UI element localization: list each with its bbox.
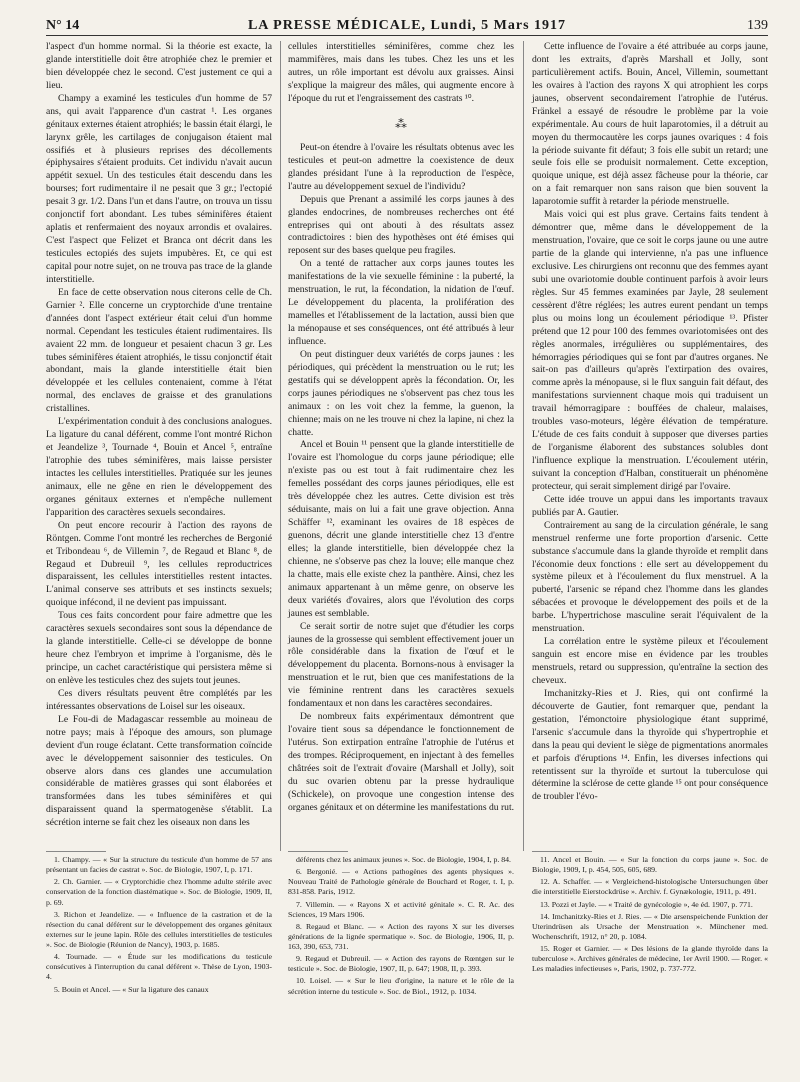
paragraph: Mais voici qui est plus grave. Certains faits tendent à démontrer que, même dans le développement de la menstruation, l'ovaire, que ce soit le corps jaune ou une autre partie de la glande qui intervienne, n'a pas une influence exclusive. Les chirurgiens ont reconnu que des femmes ayant subi une ovariotomie double continuent parfois à avoir leurs règles. Sur 45 femmes examinées par Jayle, 28 seulement cessèrent d'être réglées; les autres eurent pendant un temps plus ou moins long un écoulement périodique ¹³. Pfister prétend que 12 pour 100 des femmes ovariotomisées ont des règles anormales, irrégulières ou supplémentaires, des hémorragies périodiques qui se font par d'autres organes. Ne sait-on pas d'ailleurs qu'après l'extirpation des ovaires, comme après la ménopause, si le flux sanguin fait défaut, des manifestations surviennent chaque mois qui traduisent un travail hémorragipare : bouffées de chaleur, malaises, troubles vaso-moteurs, légère élévation de température. L'étude de ces faits conduit à supposer que diverses parties de l'organisme élaborent des substances solubles dont l'influence explique la menstruation. L'écoulement utérin, suivant la conception d'Halban, constituerait un phénomène protecteur, qui serait simplement dirigé par l'ovaire.	[532, 209, 768, 492]
footnote: 1. Champy. — « Sur la structure du testicule d'un homme de 57 ans présentant un facies de castrat ». Soc. de Biologie, 1907, I, p. 171.	[46, 855, 272, 875]
footnote-rule	[532, 851, 592, 852]
paragraph: Cette influence de l'ovaire a été attribuée au corps jaune, dont les extraits, d'après Marshall et Jolly, sont particulièrement actifs. Bouin, Ancel, Villemin, soumettant les ovaires à l'action des rayons X qui atrophient les corps jaunes, observent secondairement l'atrophie de l'utérus. Fränkel a essayé de résoudre le problème par la voie expérimentale. Au cours de huit laparotomies, il a détruit au moyen du thermocautère les corps jaunes ovariques : 4 fois la période suivante fit défaut; 3 fois elle subit un retard; une seule fois elle se produisit normalement. Cette exception, quoique unique, est déjà assez fâcheuse pour la théorie, car on a fait remarquer non sans raison que bien souvent la laparotomie suffit à retarder la période menstruelle.	[532, 41, 768, 208]
footnote-rule	[288, 851, 348, 852]
footnote: 3. Richon et Jeandelize. — « Influence de la castration et de la résection du canal déférent sur le développement des organes génitaux externes sur le jeune lapin. Rôle des cellules interstitielles de testicules ». Soc. de Biologie (Réunion de Nancy), 1903, p. 1685.	[46, 909, 272, 949]
header-rule	[46, 35, 768, 36]
paragraph: Champy a examiné les testicules d'un homme de 57 ans, qui avait l'apparence d'un castrat ¹. Les organes génitaux externes étaient atrophiés; le bassin était élargi, le larynx grêle, les cartilages de conjugaison étaient mal ossifiés et à plusieurs reprises des décollements épiphysaires s'étaient produits. Cet individu n'avait aucun appétit sexuel. Un des testicules était descendu dans les bourses; fort rudimentaire il ne pesait que 3 gr.; l'ectopié pesait 3 gr. 1/2. Dans l'un et dans l'autre, on trouva un tissu conjonctif fort abondant. Les tubes séminifères étaient aplatis et renfermaient des noyaux arrondis et ovalaires. C'est l'aspect que Felizet et Branca ont décrit dans les testicules ectopiés des sujets impubères. Et, ce qui est capital pour notre sujet, on ne trouva pas trace de la glande interstitielle.	[46, 92, 272, 285]
footnote: 9. Regaud et Dubreuil. — « Action des rayons de Rœntgen sur le testicule ». Soc. de Biologie, 1907, II, p. 647; 1908, II, p. 393.	[288, 954, 514, 974]
paragraph: La corrélation entre le système pileux et l'écoulement sanguin est encore mise en évidence par les troubles menstruels, retard ou suppression, qu'entraîne la section des cheveux.	[532, 636, 768, 686]
paragraph: Ancel et Bouin ¹¹ pensent que la glande interstitielle de l'ovaire est l'homologue du corps jaune périodique; elle n'existe pas ou est tout à fait rudimentaire chez les femelles possédant des corps jaunes périodiques, elle est très développée chez les autres. Cette division est très séduisante, mais on lui a fait une grave objection. Anna Schäffer ¹², examinant les ovaires de 18 espèces de guenons, décrit une glande interstitielle chez 13 d'entre elles; la glande interstitielle, bien développée chez la chienne, ne s'observe pas chez la louve; elle manque chez la chatte, mais elle existe chez la panthère. Ainsi, chez les animaux appartenant à un même genre, on observe les deux variétés d'ovaires, alors que l'évolution des corps jaunes est semblable.	[288, 439, 514, 619]
paragraph: Ce serait sortir de notre sujet que d'étudier les corps jaunes de la grossesse qui semblent effectivement jouer un rôle considérable dans la fixation de l'œuf et le développement du placenta. Bornons-nous à envisager la menstruation et le rut, bien que ces manifestations de la vie féminine rentrent dans les caractères sexuels fondamentaux et non dans les caractères secondaires.	[288, 620, 514, 710]
footnote: 13. Pozzi et Jayle. — « Traité de gynécologie », 4e éd. 1907, p. 771.	[540, 899, 753, 909]
footnote: 4. Tournade. — « Étude sur les modifications du testicule consécutives à l'interruption du canal déférent ». Thèse de Lyon, 1903-4.	[46, 952, 272, 982]
footnote: 10. Loisel. — « Sur le lieu d'origine, la nature et le rôle de la sécrétion interne du testicule ». Soc. de Biol., 1912, p. 1034.	[288, 976, 514, 996]
section-asterism: ⁂	[395, 116, 407, 131]
paragraph: l'aspect d'un homme normal. Si la théorie est exacte, la glande interstitielle doit être atrophiée chez le premier et bien développée chez le second. C'est justement ce qui a lieu.	[46, 41, 272, 91]
column-separator	[523, 41, 524, 851]
paragraph: En face de cette observation nous citerons celle de Ch. Garnier ². Elle concerne un cryptorchide d'une trentaine d'années dont l'aspect extérieur était celui d'un homme normal. Cependant les testicules étaient rudimentaires. Ils avaient 22 mm. de longueur et pesaient chacun 3 gr. Les tubes séminifères étaient atrophiés, le tissu conjonctif était abondant, mais la glande interstitielle était bien développée et les cellules contenaient, comme à l'état normal, des enclaves de graisse et des granulations cristallines.	[46, 286, 272, 415]
footnotes-column-1	[46, 855, 272, 997]
paragraph: cellules interstitielles séminifères, comme chez les mammifères, mais dans les tubes. Chez les uns et les autres, un rôle important est dévolu aux graisses. Ainsi s'explique la maigreur des mâles, qui augmente encore à l'époque du rut et l'engraissement des castrats ¹⁰.	[288, 41, 514, 104]
column-separator	[280, 41, 281, 851]
paragraph: Peut-on étendre à l'ovaire les résultats obtenus avec les testicules et peut-on admettre la coexistence de deux glandes présidant l'une à la reproduction de l'espèce, l'autre au développement sexuel de l'individu?	[288, 141, 514, 192]
footnotes-column-2	[288, 855, 514, 999]
footnote: 14. Imchanitzky-Ries et J. Ries. — « Die arsenspeichende Funktion der Uterindrüsen als Ursache der Menstruation ». Münchener med. Wochenschrift, 1912, n° 20, p. 1084.	[532, 911, 768, 941]
paragraph: Contrairement au sang de la circulation générale, le sang menstruel renferme une forte proportion d'arsenic. Cette substance s'accumule dans la glande thyroïde et remplit dans l'économie deux fonctions : elle sert au développement du système pileux et à l'écoulement du flux menstruel. A la puberté, l'arsenic se répand chez l'homme dans les glandes sébacées et provoque le développement des poils et de la barbe. L'hypertrichose masculine serait l'équivalent de la menstruation.	[532, 519, 768, 635]
footnote: 5. Bouin et Ancel. — « Sur la ligature des canaux	[54, 984, 209, 994]
column-3	[532, 41, 768, 804]
paragraph: Tous ces faits concordent pour faire admettre que les caractères sexuels secondaires sont sous la dépendance de la glande interstitielle. Celle-ci se développe de bonne heure chez l'embryon et imprime à l'organisme, dès le principe, un cachet caractéristique qui persistera même si on enlève les testicules chez des sujets tout jeunes.	[46, 610, 272, 686]
footnote: 7. Villemin. — « Rayons X et activité génitale ». C. R. Ac. des Sciences, 19 Mars 1906.	[288, 899, 514, 919]
footnote: 2. Ch. Garnier. — « Cryptorchidie chez l'homme adulte stérile avec conservation de la fonction diastématique ». Soc. de Biologie, 1909, II, p. 69.	[46, 877, 272, 907]
paragraph: Le Fou-di de Madagascar ressemble au moineau de notre pays; mais à l'époque des amours, son plumage devient d'un rouge éclatant. Cette transformation coïncide avec le développement saisonnier des testicules. On observe alors dans ces glandes une accumulation considérable de matières grasses qui sont élaborées et transformées dans les tubes séminifères et qui disparaissent quand la spermatogenèse s'établit. La sécrétion interne se fait chez les oiseaux non dans les	[46, 713, 272, 829]
paragraph: Imchanitzky-Ries et J. Ries, qui ont confirmé la découverte de Gautier, font remarquer que, pendant la gestation, l'émonctoire physiologique étant supprimé, l'arsenic s'accumule dans la thyroïde qui s'hypertrophie et dans la peau qui devient le siège de pigmentations anormales et parfois d'éruptions ¹⁴. Enfin, les diverses infections qui retentissent sur la thyroïde et surtout la tuberculose qui détermine la sclérose de cette glande ¹⁵ ont pour conséquence de troubler l'évo-	[532, 687, 768, 803]
column-2	[288, 41, 514, 815]
paragraph: Ces divers résultats peuvent être complétés par les intéressantes observations de Loisel sur les oiseaux.	[46, 687, 272, 712]
issue-number: N° 14	[46, 18, 80, 33]
footnote: déférents chez les animaux jeunes ». Soc. de Biologie, 1904, I, p. 84.	[296, 855, 512, 864]
footnote-rule	[46, 851, 106, 852]
footnote: 11. Ancel et Bouin. — « Sur la fonction du corps jaune ». Soc. de Biologie, 1909, I, p. 454, 505, 605, 689.	[532, 855, 768, 875]
footnotes-column-3	[532, 855, 768, 976]
paragraph: On peut distinguer deux variétés de corps jaunes : les périodiques, qui précèdent la menstruation ou le rut; les gestatifs qui se développent après la fécondation. Or, les corps jaunes périodiques ne s'observent pas chez tous les animaux : on les voit chez la femme, la guenon, la chienne; mais on ne les trouve ni chez la lapine, ni chez la chatte.	[288, 348, 514, 438]
paragraph: De nombreux faits expérimentaux démontrent que l'ovaire tient sous sa dépendance le fonctionnement de l'utérus. Son extirpation entraîne l'atrophie de l'utérus et des trompes. Réciproquement, en injectant à des femelles châtrées soit de l'extrait d'ovaire (Marshall et Jolly), soit du suc ovarien obtenu par la presse hydraulique (Schickele), on provoque une congestion intense des organes génitaux et on détermine les manifestations du rut.	[288, 711, 515, 813]
footnote: 15. Roger et Garnier. — « Des lésions de la glande thyroïde dans la tuberculose ». Archives générales de médecine, 1er Avril 1900. — Roger. « Les maladies infectieuses », Paris, 1902, p. 737-772.	[532, 944, 768, 974]
paragraph: L'expérimentation conduit à des conclusions analogues. La ligature du canal déférent, comme l'ont montré Richon et Jeandelize ³, Tournade ⁴, Bouin et Ancel ⁵, entraîne l'atrophie des tubes séminifères, mais laisse persister intactes les cellules interstitielles. Pratiquée sur les jeunes animaux, elle ne gêne en rien le développement des organes génitaux externes et n'empêche nullement l'apparition des caractères sexuels secondaires.	[46, 416, 272, 518]
footnote: 12. A. Schaffer. — « Vergleichend-histologische Untersuchungen über die interstitielle Eierstockdrüse ». Archiv. f. Gynækologie, 1911, p. 491.	[532, 877, 768, 897]
paragraph: On a tenté de rattacher aux corps jaunes toutes les manifestations de la vie sexuelle féminine : la puberté, la menstruation, le rut, la fécondation, la nidation de l'œuf. Le développement du placenta, la prolifération des mamelles et l'établissement de la lactation, aussi bien que la ménopause et ses conséquences, ont été attribués à leur influence.	[288, 258, 514, 347]
footnote: 6. Bergonié. — « Actions pathogènes des agents physiques ». Nouveau Traité de Pathologie générale de Bouchard et Roger, t. I, p. 831-858. Paris, 1912.	[288, 867, 514, 897]
journal-title: LA PRESSE MÉDICALE, Lundi, 5 Mars 1917	[247, 18, 567, 33]
column-1	[46, 41, 272, 830]
paragraph: Depuis que Prenant a assimilé les corps jaunes à des glandes endocrines, de nombreuses recherches ont été entreprises qui ont abouti à des résultats assez contradictoires : bien des hypothèses ont été émises qui reposent sur des bases quelque peu fragiles.	[288, 193, 514, 257]
page-number: 139	[747, 18, 768, 33]
footnote: 8. Regaud et Blanc. — « Action des rayons X sur les diverses générations de la lignée spermatique ». Soc. de Biologie, 1906, II, p. 163, 390, 653, 731.	[288, 921, 514, 951]
paragraph: On peut encore recourir à l'action des rayons de Röntgen. Comme l'ont montré les recherches de Bergonié et Tribondeau ⁶, de Villemin ⁷, de Regaud et Blanc ⁸, de Regaud et Dubreuil ⁹, les cellules reproductrices disparaissent, les cellules interstitielles restent intactes. L'animal conserve ses attributs et ses instincts sexuels; quoique infécond, il ne devient pas impuissant.	[46, 519, 272, 609]
paragraph: Cette idée trouve un appui dans les importants travaux publiés par A. Gautier.	[532, 493, 768, 518]
